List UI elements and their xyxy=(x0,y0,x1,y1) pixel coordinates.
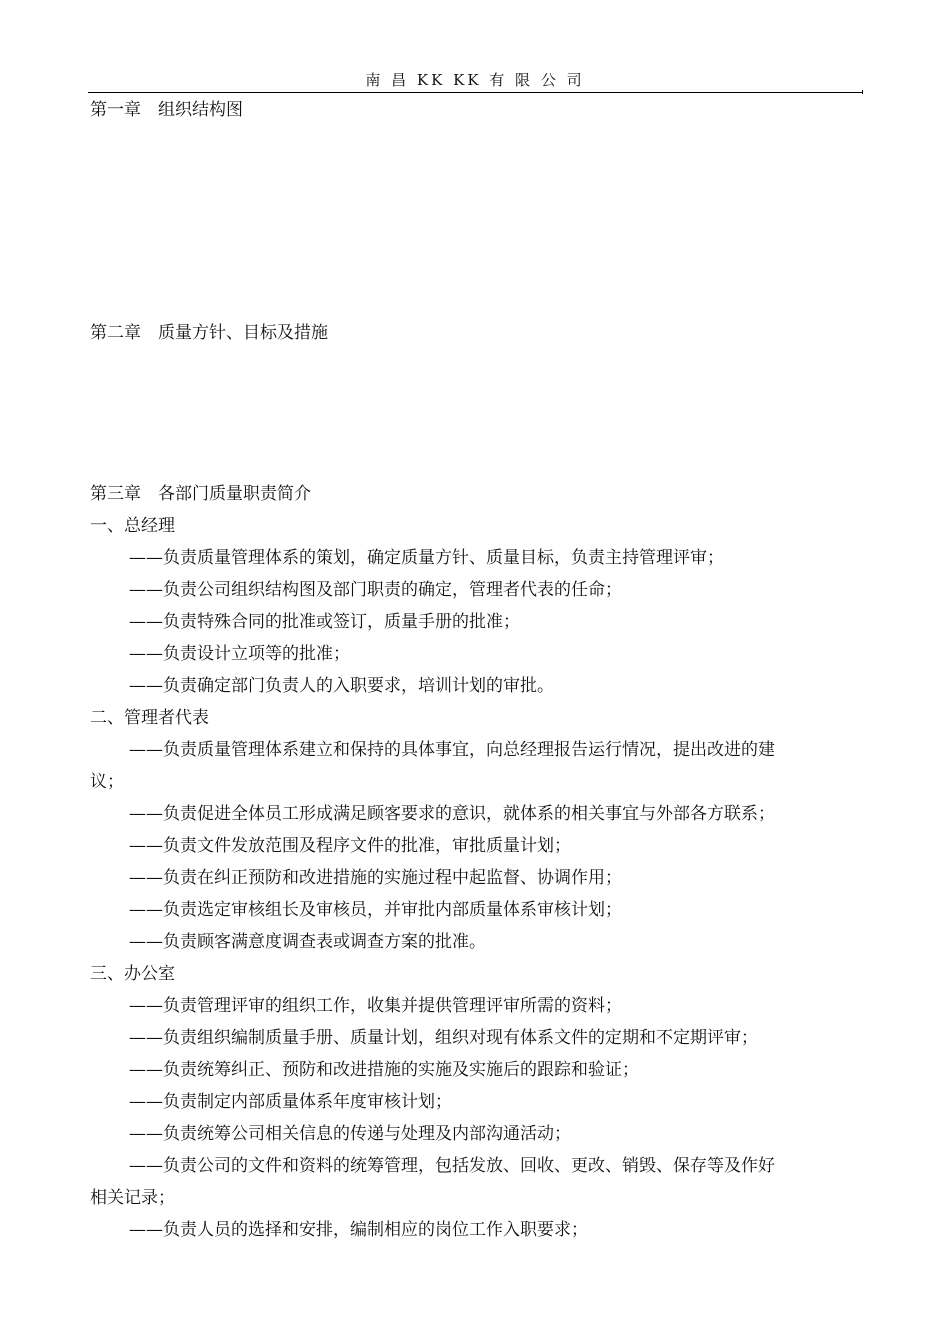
header-rule-tick xyxy=(862,90,863,94)
section-2-item: ——负责选定审核组长及审核员，并审批内部质量体系审核计划； xyxy=(129,900,622,920)
section-3-item: ——负责统筹公司相关信息的传递与处理及内部沟通活动； xyxy=(129,1124,571,1144)
section-3-item: ——负责组织编制质量手册、质量计划，组织对现有体系文件的定期和不定期评审； xyxy=(129,1028,758,1048)
chapter-1-heading: 第一章 组织结构图 xyxy=(90,100,243,120)
section-3-item: ——负责制定内部质量体系年度审核计划； xyxy=(129,1092,452,1112)
section-3-item-continuation: 相关记录； xyxy=(90,1188,175,1208)
section-2-item: ——负责顾客满意度调查表或调查方案的批准。 xyxy=(129,932,486,952)
section-3-item: ——负责统筹纠正、预防和改进措施的实施及实施后的跟踪和验证； xyxy=(129,1060,639,1080)
section-1-item: ——负责公司组织结构图及部门职责的确定，管理者代表的任命； xyxy=(129,580,622,600)
section-3-item: ——负责人员的选择和安排，编制相应的岗位工作入职要求； xyxy=(129,1220,588,1240)
section-1-item: ——负责设计立项等的批准； xyxy=(129,644,350,664)
chapter-2-heading: 第二章 质量方针、目标及措施 xyxy=(90,323,328,343)
section-2-title: 二、管理者代表 xyxy=(90,708,209,728)
section-3-title: 三、办公室 xyxy=(90,964,175,984)
section-3-item: ——负责管理评审的组织工作，收集并提供管理评审所需的资料； xyxy=(129,996,622,1016)
chapter-3-heading: 第三章 各部门质量职责简介 xyxy=(90,484,311,504)
section-1-item: ——负责确定部门负责人的入职要求，培训计划的审批。 xyxy=(129,676,554,696)
section-3-item: ——负责公司的文件和资料的统筹管理，包括发放、回收、更改、销毁、保存等及作好 xyxy=(129,1156,775,1176)
section-1-item: ——负责特殊合同的批准或签订，质量手册的批准； xyxy=(129,612,520,632)
company-name: 南 昌 KK KK 有 限 公 司 xyxy=(365,71,585,89)
section-2-item-continuation: 议； xyxy=(90,772,124,792)
section-2-item: ——负责质量管理体系建立和保持的具体事宜，向总经理报告运行情况，提出改进的建 xyxy=(129,740,775,760)
section-2-item: ——负责促进全体员工形成满足顾客要求的意识，就体系的相关事宜与外部各方联系； xyxy=(129,804,775,824)
section-1-title: 一、总经理 xyxy=(90,516,175,536)
section-2-item: ——负责文件发放范围及程序文件的批准，审批质量计划； xyxy=(129,836,571,856)
section-1-item: ——负责质量管理体系的策划，确定质量方针、质量目标，负责主持管理评审； xyxy=(129,548,724,568)
page-header xyxy=(88,70,862,93)
section-2-item: ——负责在纠正预防和改进措施的实施过程中起监督、协调作用； xyxy=(129,868,622,888)
